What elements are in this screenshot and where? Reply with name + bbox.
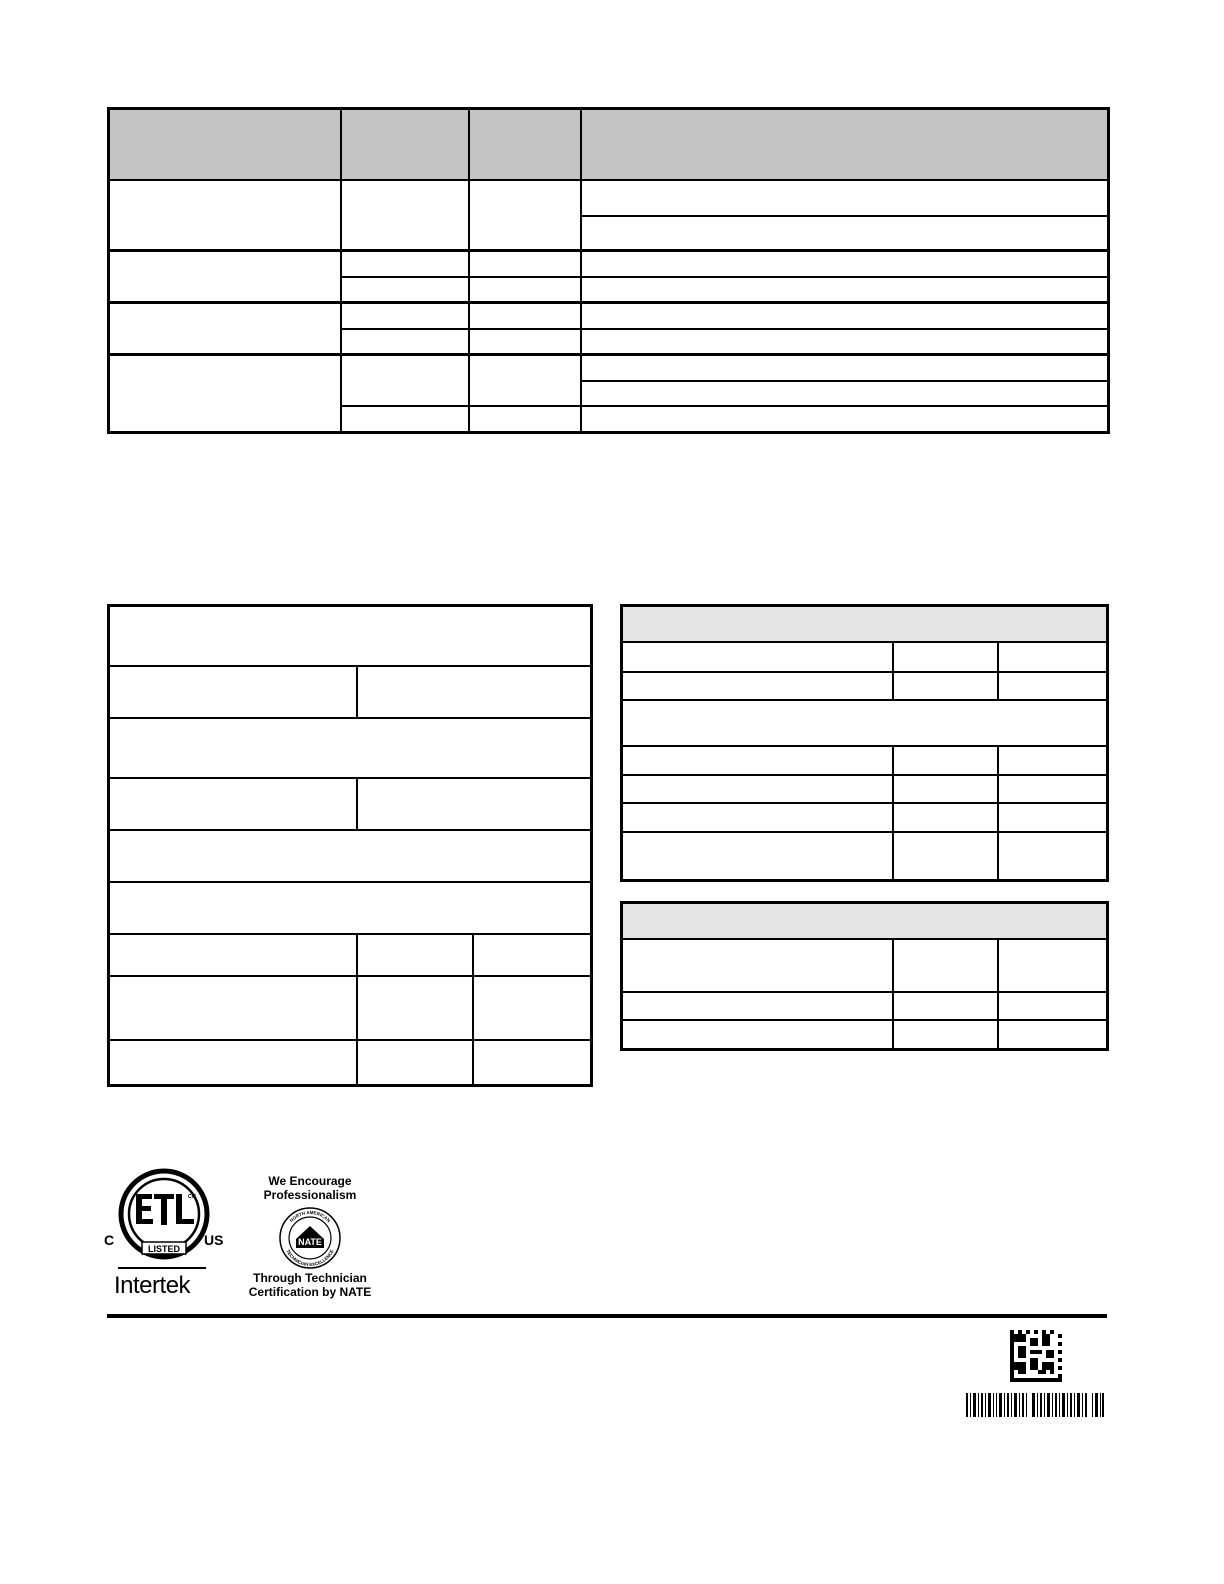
left-table-col-divider	[472, 933, 474, 1087]
right-upper-col-divider	[997, 641, 999, 701]
right-upper-col-divider	[997, 745, 999, 882]
nate-ring-text-bottom: TECHNICIAN EXCELLENCE	[285, 1248, 335, 1268]
top-table-row-line	[340, 276, 1110, 278]
top-table-row-line	[340, 328, 1110, 330]
data-matrix-code-icon	[1010, 1330, 1062, 1382]
top-table-col-divider	[340, 107, 342, 434]
right-upper-row-line	[620, 802, 1109, 804]
right-upper-row-line	[620, 745, 1109, 747]
etl-left-text: C	[104, 1232, 115, 1248]
top-table-row-line	[580, 215, 1110, 217]
left-table-row-line	[107, 717, 593, 719]
top-table-group-line	[107, 301, 1110, 304]
left-table-row-line	[107, 933, 593, 935]
left-table-row-line	[107, 975, 593, 977]
top-table-col-divider	[468, 107, 470, 434]
nate-top-line-1: We Encourage	[268, 1174, 352, 1188]
right-upper-row-line	[620, 774, 1109, 776]
etl-ribbon-text: LISTED	[147, 1244, 181, 1254]
right-lower-row-line	[620, 938, 1109, 940]
top-table-border	[107, 107, 1110, 434]
etl-small-mark: CM	[188, 1194, 196, 1200]
right-upper-row-line	[620, 671, 1109, 673]
right-lower-col-divider	[892, 938, 894, 1051]
right-upper-col-divider	[892, 745, 894, 882]
left-table-col-divider	[356, 665, 358, 717]
footer-rule	[107, 1314, 1107, 1318]
right-lower-row-line	[620, 1019, 1109, 1021]
top-table	[107, 107, 1110, 434]
barcode-icon	[966, 1393, 1104, 1417]
nate-bottom-line-2: Certification by NATE	[248, 1285, 372, 1299]
left-table-row-line	[107, 1039, 593, 1041]
right-lower-row-line	[620, 991, 1109, 993]
left-table-col-divider	[356, 777, 358, 829]
right-upper-row-line	[620, 641, 1109, 643]
top-table-row-line	[107, 179, 1110, 181]
nate-top-line-2: Professionalism	[263, 1188, 357, 1202]
nate-seal-icon	[278, 1206, 342, 1270]
top-table-row-line	[340, 405, 1110, 407]
right-table-lower	[620, 901, 1109, 1051]
left-spec-table	[107, 604, 593, 1087]
right-upper-col-divider	[892, 641, 894, 701]
right-upper-row-line	[620, 699, 1109, 701]
right-lower-col-divider	[997, 938, 999, 1051]
nate-logo	[240, 1172, 380, 1302]
left-table-row-line	[107, 881, 593, 883]
right-upper-row-line	[620, 831, 1109, 833]
top-table-row-line	[580, 380, 1110, 382]
top-table-group-line	[107, 353, 1110, 356]
left-table-row-line	[107, 665, 593, 667]
nate-ring-text-top: NORTH AMERICAN	[288, 1209, 332, 1224]
nate-seal-text: NATE	[298, 1237, 322, 1247]
etl-right-text: US	[204, 1232, 224, 1248]
left-table-row-line	[107, 829, 593, 831]
right-table-upper-border	[620, 604, 1109, 882]
svg-text:TECHNICIAN EXCELLENCE	[285, 1249, 334, 1267]
left-table-row-line	[107, 777, 593, 779]
top-table-col-divider	[580, 107, 582, 434]
etl-listed-logo-icon	[104, 1168, 234, 1300]
left-spec-table-border	[107, 604, 593, 1087]
intertek-brand: Intertek	[114, 1272, 191, 1299]
right-table-upper	[620, 604, 1109, 882]
top-table-group-line	[107, 249, 1110, 252]
right-table-lower-border	[620, 901, 1109, 1051]
nate-bottom-line-1: Through Technician	[253, 1271, 367, 1285]
left-table-col-divider	[356, 933, 358, 1087]
